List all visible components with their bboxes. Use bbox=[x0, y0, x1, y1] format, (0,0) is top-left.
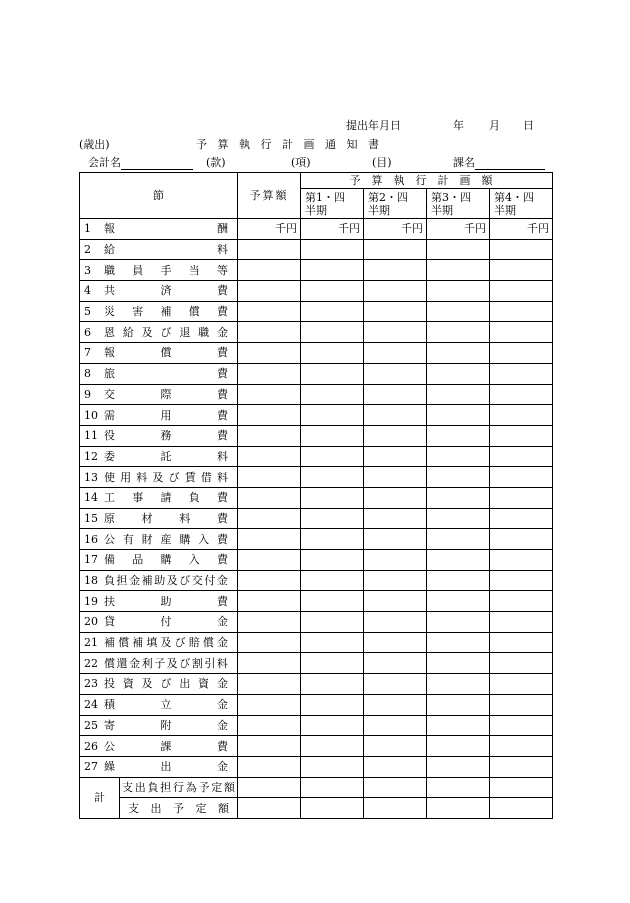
quarter-1-bottom: 半期 bbox=[305, 203, 327, 217]
setsu-number: 15 bbox=[84, 511, 98, 525]
quarter-3-cell: 千円 bbox=[427, 219, 490, 240]
setsu-label: 公 課 費 bbox=[104, 739, 228, 753]
budget-amount-cell bbox=[238, 529, 301, 550]
budget-amount-cell bbox=[238, 446, 301, 467]
budget-amount-cell bbox=[238, 632, 301, 653]
quarter-4-cell bbox=[490, 363, 553, 384]
table-row bbox=[80, 550, 553, 571]
quarter-3-cell bbox=[427, 694, 490, 715]
setsu-number: 9 bbox=[84, 387, 91, 401]
quarter-3-bottom: 半期 bbox=[431, 203, 453, 217]
quarter-1-cell bbox=[301, 756, 364, 777]
quarter-4-bottom: 半期 bbox=[494, 203, 516, 217]
quarter-1-cell bbox=[301, 508, 364, 529]
quarter-2-cell bbox=[364, 632, 427, 653]
setsu-label: 災 害 補 償 費 bbox=[104, 305, 228, 319]
quarter-3-cell bbox=[427, 260, 490, 281]
quarter-2-cell bbox=[364, 425, 427, 446]
quarter-4-cell bbox=[490, 653, 553, 674]
budget-amount-cell: 千円 bbox=[238, 219, 301, 240]
setsu-cell bbox=[80, 281, 238, 302]
table-row bbox=[80, 487, 553, 508]
account-name-label: 会計名 bbox=[88, 156, 121, 169]
setsu-cell bbox=[80, 715, 238, 736]
quarter-3-cell bbox=[427, 343, 490, 364]
setsu-label: 貸 付 金 bbox=[104, 615, 228, 629]
setsu-label: 投 資 及 び 出 資 金 bbox=[104, 677, 228, 691]
setsu-cell bbox=[80, 570, 238, 591]
setsu-number: 22 bbox=[84, 656, 98, 670]
quarter-3-cell bbox=[427, 425, 490, 446]
section-name-label: 課名 bbox=[453, 156, 475, 169]
setsu-label: 公 有 財 産 購 入 費 bbox=[104, 532, 228, 546]
quarter-2-cell bbox=[364, 239, 427, 260]
quarter-3-header bbox=[427, 189, 490, 219]
setsu-cell bbox=[80, 446, 238, 467]
budget-amount-cell bbox=[238, 467, 301, 488]
quarter-4-cell bbox=[490, 425, 553, 446]
quarter-1-cell bbox=[301, 612, 364, 633]
table-row bbox=[80, 239, 553, 260]
budget-amount-cell bbox=[238, 756, 301, 777]
quarter-2-cell bbox=[364, 653, 427, 674]
quarter-1-cell bbox=[301, 363, 364, 384]
quarter-4-cell bbox=[490, 777, 553, 798]
budget-amount-cell bbox=[238, 405, 301, 426]
quarter-2-header bbox=[364, 189, 427, 219]
setsu-number: 4 bbox=[84, 284, 91, 298]
quarter-3-cell bbox=[427, 756, 490, 777]
setsu-cell bbox=[80, 550, 238, 571]
quarter-2-cell bbox=[364, 384, 427, 405]
document-title: 予算執行計画通知書 bbox=[196, 138, 390, 151]
setsu-label: 給 料 bbox=[104, 243, 228, 257]
setsu-number: 10 bbox=[84, 408, 98, 422]
setsu-number: 6 bbox=[84, 325, 91, 339]
header-row bbox=[80, 173, 553, 189]
budget-amount-cell bbox=[238, 653, 301, 674]
quarter-2-cell bbox=[364, 591, 427, 612]
setsu-label: 役 務 費 bbox=[104, 429, 228, 443]
setsu-cell bbox=[80, 674, 238, 695]
budget-amount-cell bbox=[238, 260, 301, 281]
budget-header: 予算額 bbox=[238, 173, 301, 219]
setsu-cell bbox=[80, 301, 238, 322]
quarter-3-cell bbox=[427, 653, 490, 674]
quarter-1-cell bbox=[301, 260, 364, 281]
quarter-4-cell bbox=[490, 487, 553, 508]
setsu-label: 交 際 費 bbox=[104, 387, 228, 401]
quarter-4-cell bbox=[490, 260, 553, 281]
quarter-2-cell bbox=[364, 550, 427, 571]
quarter-1-cell bbox=[301, 425, 364, 446]
setsu-number: 3 bbox=[84, 263, 91, 277]
setsu-label: 報 償 費 bbox=[104, 346, 228, 360]
quarter-4-top: 第4・四 bbox=[494, 190, 534, 204]
table-row bbox=[80, 467, 553, 488]
setsu-number: 24 bbox=[84, 698, 98, 712]
budget-amount-cell bbox=[238, 674, 301, 695]
setsu-cell bbox=[80, 487, 238, 508]
kan-label: (款) bbox=[206, 156, 226, 169]
quarter-4-cell bbox=[490, 632, 553, 653]
setsu-cell bbox=[80, 653, 238, 674]
quarter-1-cell bbox=[301, 550, 364, 571]
setsu-cell bbox=[80, 239, 238, 260]
budget-amount-cell bbox=[238, 363, 301, 384]
quarter-1-cell bbox=[301, 632, 364, 653]
category-label: (歳出) bbox=[79, 138, 110, 151]
quarter-3-cell bbox=[427, 570, 490, 591]
setsu-cell bbox=[80, 405, 238, 426]
budget-amount-cell bbox=[238, 550, 301, 571]
quarter-2-cell bbox=[364, 343, 427, 364]
table-row bbox=[80, 322, 553, 343]
table-row bbox=[80, 446, 553, 467]
setsu-label: 償 還 金 利 子 及 び 割 引 料 bbox=[104, 656, 228, 670]
setsu-number: 21 bbox=[84, 636, 98, 650]
setsu-cell bbox=[80, 343, 238, 364]
table-row bbox=[80, 632, 553, 653]
quarter-1-cell bbox=[301, 343, 364, 364]
setsu-label: 委 託 料 bbox=[104, 449, 228, 463]
total-row-label bbox=[120, 777, 238, 798]
total-row-text: 支 出 予 定 額 bbox=[128, 801, 229, 815]
setsu-number: 23 bbox=[84, 677, 98, 691]
budget-amount-cell bbox=[238, 301, 301, 322]
setsu-number: 2 bbox=[84, 243, 91, 257]
setsu-number: 5 bbox=[84, 305, 91, 319]
budget-amount-cell bbox=[238, 736, 301, 757]
quarter-3-cell bbox=[427, 591, 490, 612]
setsu-cell bbox=[80, 260, 238, 281]
table-row bbox=[80, 715, 553, 736]
budget-amount-cell bbox=[238, 322, 301, 343]
table-row bbox=[80, 508, 553, 529]
budget-amount-cell bbox=[238, 487, 301, 508]
table-row bbox=[80, 281, 553, 302]
setsu-number: 1 bbox=[84, 222, 91, 236]
quarter-4-cell bbox=[490, 446, 553, 467]
quarter-1-cell bbox=[301, 653, 364, 674]
quarter-2-top: 第2・四 bbox=[368, 190, 408, 204]
setsu-number: 26 bbox=[84, 739, 98, 753]
setsu-label: 旅 費 bbox=[104, 367, 228, 381]
total-label: 計 bbox=[80, 777, 120, 818]
quarter-2-cell bbox=[364, 363, 427, 384]
quarter-1-cell bbox=[301, 405, 364, 426]
quarter-2-cell bbox=[364, 694, 427, 715]
setsu-cell bbox=[80, 694, 238, 715]
budget-amount-cell bbox=[238, 343, 301, 364]
quarter-3-cell bbox=[427, 508, 490, 529]
budget-amount-cell bbox=[238, 694, 301, 715]
table-row bbox=[80, 405, 553, 426]
setsu-number: 7 bbox=[84, 346, 91, 360]
quarter-1-cell bbox=[301, 674, 364, 695]
month-label: 月 bbox=[489, 119, 500, 132]
quarter-1-cell bbox=[301, 301, 364, 322]
setsu-label: 報 酬 bbox=[104, 222, 228, 236]
setsu-label: 扶 助 費 bbox=[104, 594, 228, 608]
setsu-number: 14 bbox=[84, 491, 98, 505]
section-name-field bbox=[453, 156, 545, 170]
setsu-label: 工 事 請 負 費 bbox=[104, 491, 228, 505]
total-row bbox=[80, 777, 553, 798]
setsu-label: 負 担 金 補 助 及 び 交 付 金 bbox=[104, 574, 228, 588]
quarter-4-cell bbox=[490, 715, 553, 736]
budget-amount-cell bbox=[238, 612, 301, 633]
quarter-2-cell bbox=[364, 281, 427, 302]
quarter-1-cell bbox=[301, 798, 364, 819]
quarter-4-cell bbox=[490, 322, 553, 343]
quarter-2-cell bbox=[364, 736, 427, 757]
setsu-cell bbox=[80, 363, 238, 384]
setsu-number: 17 bbox=[84, 553, 98, 567]
year-label: 年 bbox=[453, 119, 464, 132]
quarter-4-cell bbox=[490, 405, 553, 426]
setsu-cell bbox=[80, 508, 238, 529]
table-row bbox=[80, 363, 553, 384]
quarter-2-cell bbox=[364, 715, 427, 736]
quarter-4-cell bbox=[490, 674, 553, 695]
setsu-cell bbox=[80, 756, 238, 777]
quarter-2-cell bbox=[364, 467, 427, 488]
quarter-4-cell bbox=[490, 301, 553, 322]
budget-amount-cell bbox=[238, 591, 301, 612]
quarter-4-cell bbox=[490, 529, 553, 550]
table-row bbox=[80, 591, 553, 612]
setsu-number: 27 bbox=[84, 760, 98, 774]
quarter-2-cell bbox=[364, 322, 427, 343]
quarter-1-cell bbox=[301, 322, 364, 343]
setsu-label: 繰 出 金 bbox=[104, 760, 228, 774]
table-row bbox=[80, 756, 553, 777]
quarter-1-header bbox=[301, 189, 364, 219]
plan-header: 予算執行計画額 bbox=[301, 173, 553, 189]
quarter-2-cell bbox=[364, 260, 427, 281]
quarter-2-cell bbox=[364, 612, 427, 633]
quarter-4-header bbox=[490, 189, 553, 219]
setsu-number: 16 bbox=[84, 532, 98, 546]
setsu-cell bbox=[80, 425, 238, 446]
budget-amount-cell bbox=[238, 239, 301, 260]
quarter-2-cell bbox=[364, 301, 427, 322]
setsu-label: 積 立 金 bbox=[104, 698, 228, 712]
table-row bbox=[80, 219, 553, 240]
day-label: 日 bbox=[523, 119, 534, 132]
quarter-4-cell: 千円 bbox=[490, 219, 553, 240]
quarter-2-cell bbox=[364, 446, 427, 467]
quarter-2-cell bbox=[364, 405, 427, 426]
quarter-1-cell bbox=[301, 384, 364, 405]
quarter-4-cell bbox=[490, 756, 553, 777]
quarter-1-cell bbox=[301, 239, 364, 260]
setsu-number: 13 bbox=[84, 470, 98, 484]
quarter-1-cell bbox=[301, 281, 364, 302]
quarter-4-cell bbox=[490, 798, 553, 819]
table-row bbox=[80, 694, 553, 715]
quarter-4-cell bbox=[490, 736, 553, 757]
quarter-3-cell bbox=[427, 322, 490, 343]
setsu-label: 共 済 費 bbox=[104, 284, 228, 298]
quarter-4-cell bbox=[490, 612, 553, 633]
quarter-3-cell bbox=[427, 384, 490, 405]
quarter-1-cell bbox=[301, 570, 364, 591]
quarter-2-cell bbox=[364, 570, 427, 591]
budget-amount-cell bbox=[238, 384, 301, 405]
table-row bbox=[80, 425, 553, 446]
quarter-3-cell bbox=[427, 674, 490, 695]
budget-amount-cell bbox=[238, 715, 301, 736]
table-row bbox=[80, 653, 553, 674]
quarter-2-bottom: 半期 bbox=[368, 203, 390, 217]
quarter-3-cell bbox=[427, 239, 490, 260]
setsu-label: 需 用 費 bbox=[104, 408, 228, 422]
table-row bbox=[80, 612, 553, 633]
section-name-blank bbox=[475, 157, 545, 170]
setsu-number: 25 bbox=[84, 718, 98, 732]
setsu-cell bbox=[80, 591, 238, 612]
setsu-number: 12 bbox=[84, 449, 98, 463]
total-row bbox=[80, 798, 553, 819]
quarter-1-cell bbox=[301, 487, 364, 508]
quarter-2-cell bbox=[364, 529, 427, 550]
setsu-cell bbox=[80, 322, 238, 343]
quarter-3-cell bbox=[427, 777, 490, 798]
table-row bbox=[80, 260, 553, 281]
quarter-4-cell bbox=[490, 694, 553, 715]
setsu-cell bbox=[80, 219, 238, 240]
setsu-number: 20 bbox=[84, 615, 98, 629]
quarter-2-cell bbox=[364, 674, 427, 695]
quarter-2-cell bbox=[364, 508, 427, 529]
moku-label: (目) bbox=[372, 156, 392, 169]
quarter-2-cell: 千円 bbox=[364, 219, 427, 240]
quarter-1-cell bbox=[301, 715, 364, 736]
budget-amount-cell bbox=[238, 281, 301, 302]
quarter-1-cell bbox=[301, 694, 364, 715]
quarter-3-cell bbox=[427, 736, 490, 757]
kou-label: (項) bbox=[291, 156, 311, 169]
setsu-label: 使 用 料 及 び 賃 借 料 bbox=[104, 470, 228, 484]
quarter-1-cell bbox=[301, 591, 364, 612]
quarter-4-cell bbox=[490, 591, 553, 612]
quarter-3-cell bbox=[427, 487, 490, 508]
submit-date-label: 提出年月日 bbox=[346, 119, 401, 132]
setsu-label: 備 品 購 入 費 bbox=[104, 553, 228, 567]
quarter-4-cell bbox=[490, 467, 553, 488]
setsu-label: 原 材 料 費 bbox=[104, 511, 228, 525]
quarter-3-cell bbox=[427, 363, 490, 384]
quarter-2-cell bbox=[364, 487, 427, 508]
quarter-4-cell bbox=[490, 281, 553, 302]
quarter-4-cell bbox=[490, 343, 553, 364]
table-row bbox=[80, 570, 553, 591]
quarter-3-cell bbox=[427, 632, 490, 653]
quarter-1-top: 第1・四 bbox=[305, 190, 345, 204]
quarter-2-cell bbox=[364, 798, 427, 819]
quarter-3-cell bbox=[427, 446, 490, 467]
setsu-number: 19 bbox=[84, 594, 98, 608]
table-row bbox=[80, 384, 553, 405]
quarter-3-cell bbox=[427, 281, 490, 302]
table-row bbox=[80, 343, 553, 364]
setsu-cell bbox=[80, 736, 238, 757]
budget-amount-cell bbox=[238, 798, 301, 819]
quarter-3-cell bbox=[427, 467, 490, 488]
quarter-1-cell bbox=[301, 529, 364, 550]
budget-amount-cell bbox=[238, 508, 301, 529]
total-row-text: 支 出 負 担 行 為 予 定 額 bbox=[122, 780, 235, 794]
setsu-cell bbox=[80, 632, 238, 653]
quarter-1-cell bbox=[301, 777, 364, 798]
budget-amount-cell bbox=[238, 425, 301, 446]
quarter-3-cell bbox=[427, 550, 490, 571]
table-row bbox=[80, 736, 553, 757]
quarter-3-cell bbox=[427, 798, 490, 819]
account-name-blank bbox=[121, 157, 193, 170]
quarter-1-cell: 千円 bbox=[301, 219, 364, 240]
account-name-field bbox=[88, 156, 193, 170]
quarter-3-cell bbox=[427, 301, 490, 322]
table-body bbox=[80, 173, 553, 819]
setsu-number: 8 bbox=[84, 367, 91, 381]
setsu-label: 寄 附 金 bbox=[104, 718, 228, 732]
quarter-4-cell bbox=[490, 550, 553, 571]
setsu-number: 18 bbox=[84, 574, 98, 588]
setsu-cell bbox=[80, 529, 238, 550]
quarter-2-cell bbox=[364, 777, 427, 798]
setsu-cell bbox=[80, 612, 238, 633]
setsu-header: 節 bbox=[80, 173, 238, 219]
quarter-2-cell bbox=[364, 756, 427, 777]
setsu-label: 恩 給 及 び 退 職 金 bbox=[104, 325, 228, 339]
quarter-4-cell bbox=[490, 384, 553, 405]
setsu-cell bbox=[80, 384, 238, 405]
budget-amount-cell bbox=[238, 777, 301, 798]
quarter-1-cell bbox=[301, 467, 364, 488]
quarter-1-cell bbox=[301, 736, 364, 757]
quarter-4-cell bbox=[490, 570, 553, 591]
setsu-cell bbox=[80, 467, 238, 488]
setsu-label: 補 償 補 填 及 び 賠 償 金 bbox=[104, 636, 228, 650]
budget-amount-cell bbox=[238, 570, 301, 591]
quarter-1-cell bbox=[301, 446, 364, 467]
budget-plan-table bbox=[79, 172, 553, 819]
setsu-number: 11 bbox=[84, 429, 98, 443]
quarter-3-cell bbox=[427, 405, 490, 426]
quarter-3-cell bbox=[427, 529, 490, 550]
quarter-4-cell bbox=[490, 239, 553, 260]
total-row-label bbox=[120, 798, 238, 819]
table-row bbox=[80, 674, 553, 695]
quarter-3-top: 第3・四 bbox=[431, 190, 471, 204]
quarter-3-cell bbox=[427, 612, 490, 633]
quarter-3-cell bbox=[427, 715, 490, 736]
setsu-label: 職 員 手 当 等 bbox=[104, 263, 228, 277]
table-row bbox=[80, 301, 553, 322]
quarter-4-cell bbox=[490, 508, 553, 529]
table-row bbox=[80, 529, 553, 550]
